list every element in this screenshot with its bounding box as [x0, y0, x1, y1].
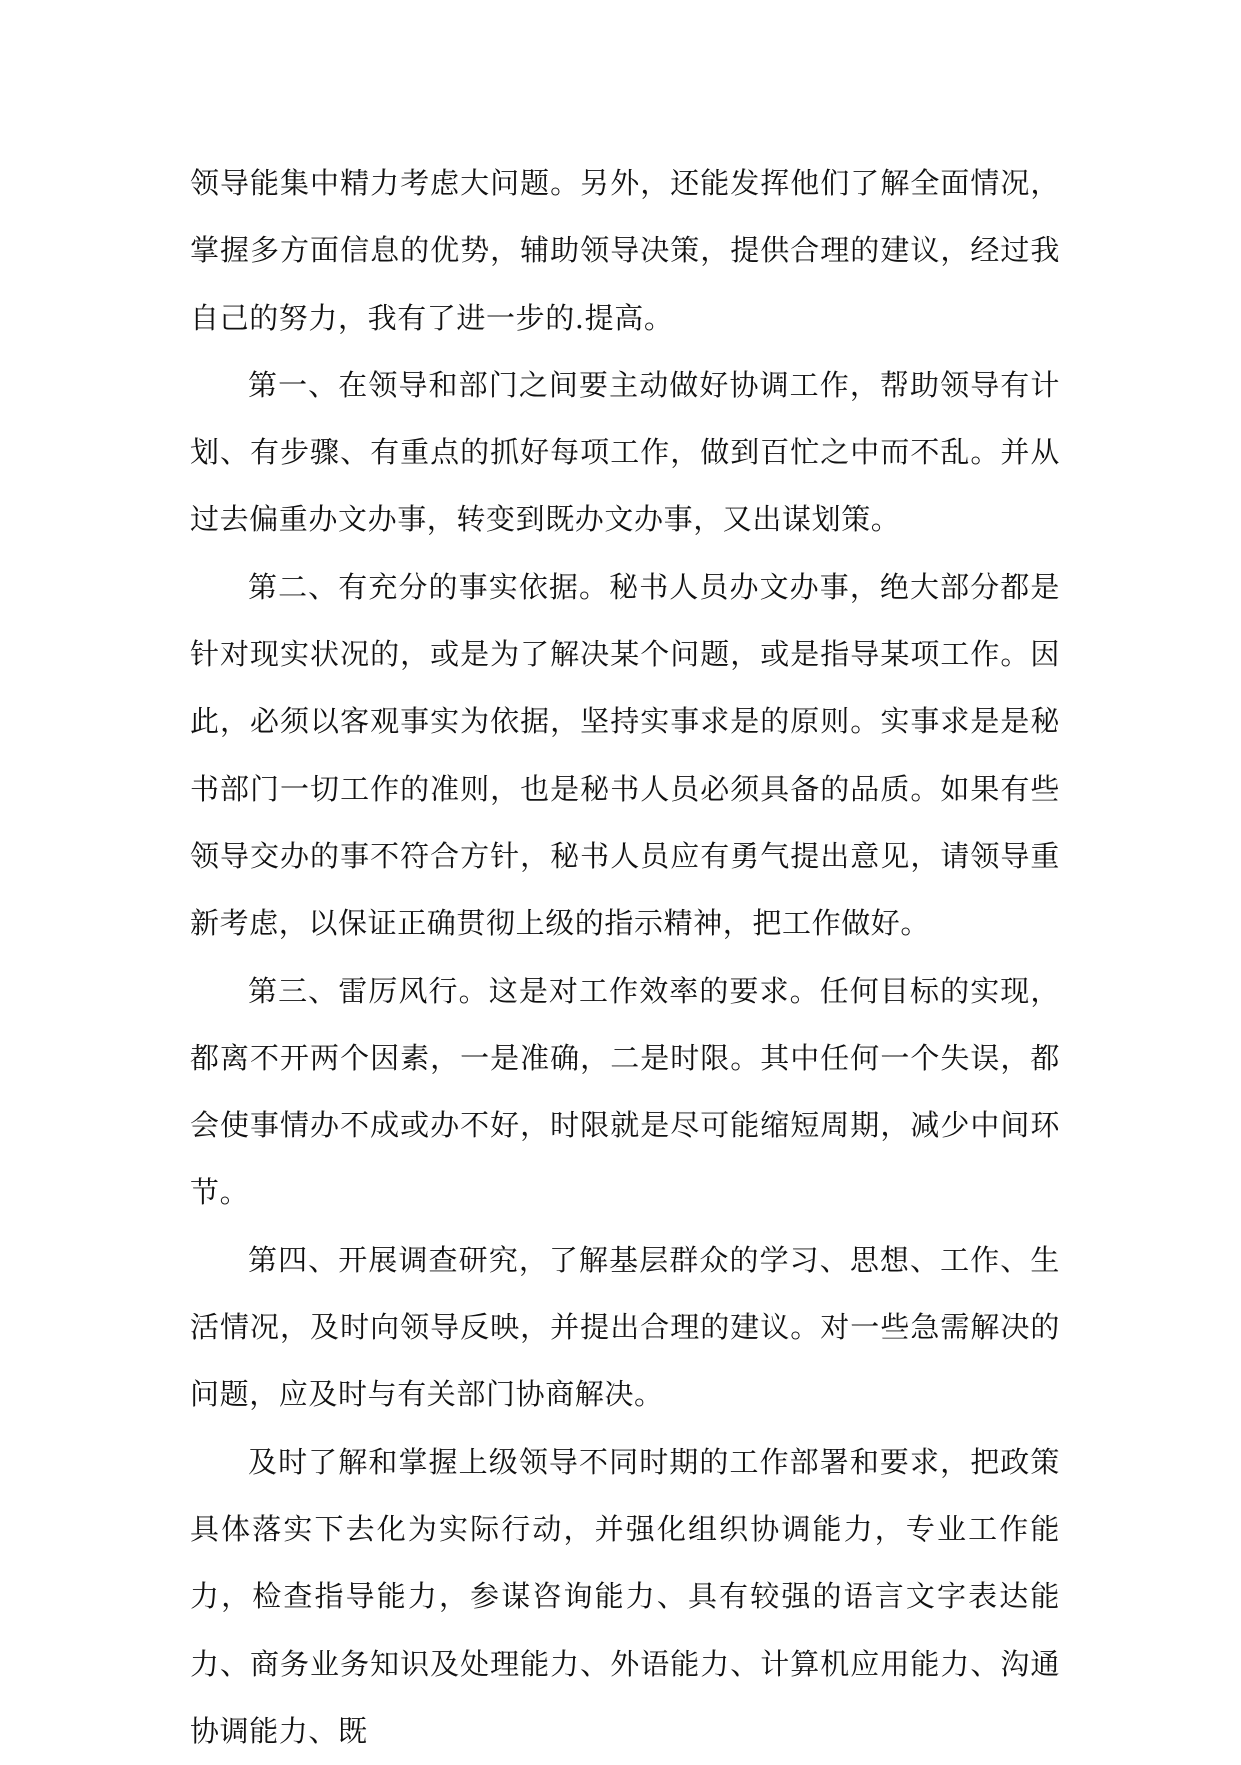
paragraph-intro-continuation: 领导能集中精力考虑大问题。另外，还能发挥他们了解全面情况，掌握多方面信息的优势，辅助领导决策，提供合理的建议，经过我自己的努力，我有了进一步的.提高。 [190, 166, 1060, 335]
document-body [190, 150, 1060, 1765]
paragraph-closing: 及时了解和掌握上级领导不同时期的工作部署和要求，把政策具体落实下去化为实际行动，并强化组织协调能力，专业工作能力，检查指导能力，参谋咨询能力、具有较强的语言文字表达能力、商务业务知识及处理能力、外语能力、计算机应用能力、沟通协调能力、既 [190, 1444, 1060, 1748]
paragraph-point-one: 第一、在领导和部门之间要主动做好协调工作，帮助领导有计划、有步骤、有重点的抓好每项工作，做到百忙之中而不乱。并从过去偏重办文办事，转变到既办文办事，又出谋划策。 [190, 367, 1060, 537]
paragraph-point-two: 第二、有充分的事实依据。秘书人员办文办事，绝大部分都是针对现实状况的，或是为了解决某个问题，或是指导某项工作。因此，必须以客观事实为依据，坚持实事求是的原则。实事求是是秘书部门一切工作的准则，也是秘书人员必须具备的品质。如果有些领导交办的事不符合方针，秘书人员应有勇气提出意见，请领导重新考虑，以保证正确贯彻上级的指示精神，把工作做好。 [190, 569, 1060, 941]
paragraph-point-four: 第四、开展调查研究，了解基层群众的学习、思想、工作、生活情况，及时向领导反映，并提出合理的建议。对一些急需解决的问题，应及时与有关部门协商解决。 [190, 1242, 1060, 1412]
paragraph-point-three: 第三、雷厉风行。这是对工作效率的要求。任何目标的实现，都离不开两个因素，一是准确，二是时限。其中任何一个失误，都会使事情办不成或办不好，时限就是尽可能缩短周期，减少中间环节。 [190, 973, 1060, 1210]
